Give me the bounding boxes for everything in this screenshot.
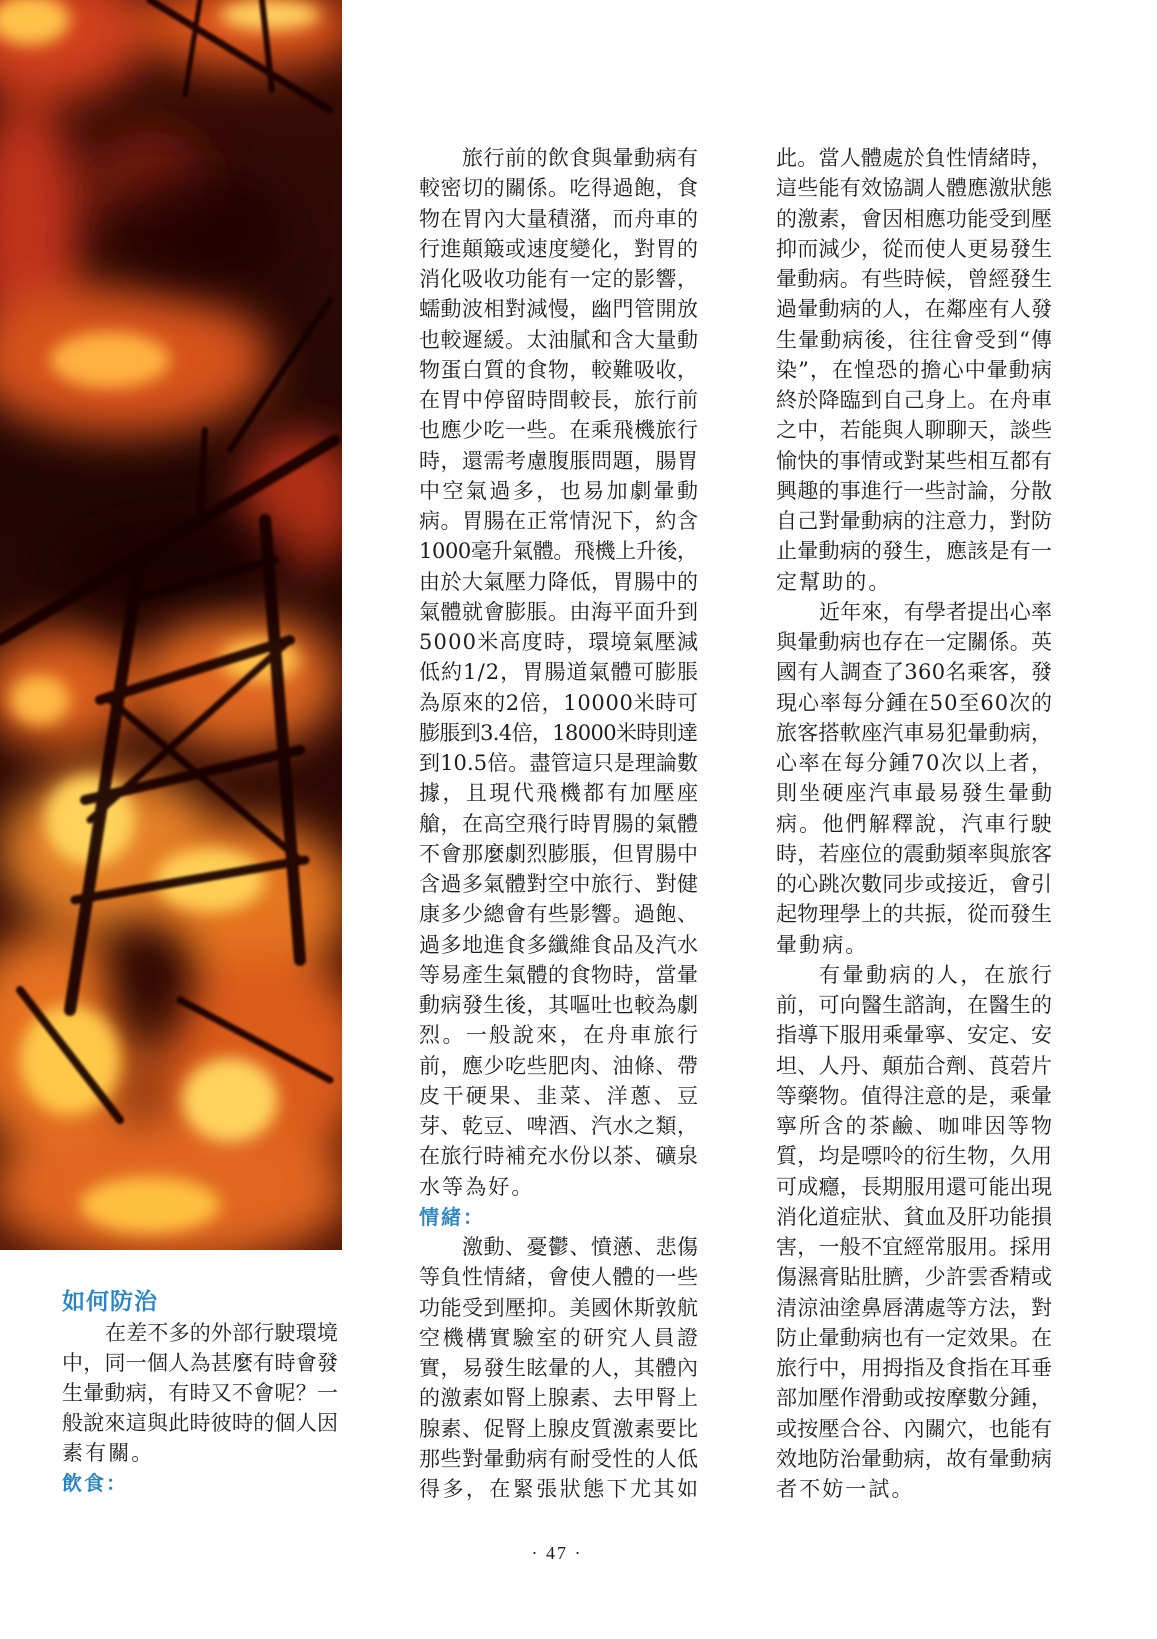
text-line: 烈。一般說來，在舟車旅行 [419, 1023, 701, 1048]
paragraph [419, 1232, 701, 1504]
section-subheading: 飲食： [62, 1471, 128, 1495]
text-line: 近年來，有學者提出心率 [819, 599, 1053, 624]
text-line: 時，還需考慮腹脹問題，腸胃 [419, 448, 699, 473]
text-line: 旅行前的飲食與暈動病有 [462, 146, 699, 170]
text-line: 暈動病。 [776, 932, 869, 957]
text-line: 部加壓作滑動或按摩數分鍾， [776, 1386, 1053, 1411]
text-line: 與暈動病也存在一定關係。英 [776, 630, 1053, 654]
text-line: 質，均是嘌呤的衍生物，久用 [776, 1144, 1053, 1169]
text-line: 動病發生後，其嘔吐也較為劇 [419, 993, 699, 1017]
text-line: 定幫助的。 [776, 569, 892, 594]
text-line: 者不妨一試。 [776, 1477, 915, 1501]
text-line: 實，易發生眩暈的人，其體內 [419, 1356, 699, 1380]
text-line: 低約1/2，胃腸道氣體可膨脹 [419, 660, 700, 685]
text-line: 5000米高度時，環境氣壓減 [419, 630, 700, 654]
text-line: 抑而減少，從而使人更易發生 [776, 236, 1053, 261]
text-line: 等易產生氣體的食物時，當暈 [419, 962, 699, 987]
text-line: 等藥物。值得注意的是，乘暈 [776, 1083, 1053, 1108]
paragraph [62, 1318, 338, 1468]
left-column [62, 1286, 338, 1498]
text-line: 病。胃腸在正常情況下，約含 [419, 509, 699, 533]
text-line: 物在胃內大量積潴，而舟車的 [419, 206, 699, 231]
text-line: 止暈動病的發生，應該是有一 [776, 539, 1053, 564]
text-line: 國有人調查了360名乘客，發 [776, 660, 1053, 685]
text-line: 為原來的2倍，10000米時可 [419, 690, 699, 715]
text-line: 腺素、促腎上腺皮質激素要比 [419, 1416, 699, 1441]
text-line: 則坐硬座汽車最易發生暈動 [776, 781, 1055, 806]
paragraph [776, 597, 1055, 960]
text-line: 病。他們解釋說，汽車行駛 [776, 811, 1055, 836]
text-line: 坦、人丹、顛茄合劑、莨菪片 [776, 1053, 1053, 1078]
left-column-text [62, 1318, 338, 1498]
text-line: 的激素，會因相應功能受到壓 [776, 206, 1053, 231]
text-line: 興趣的事進行一些討論，分散 [776, 478, 1053, 503]
text-line: 膨脹到3.4倍，18000米時則達 [419, 720, 698, 745]
middle-column [419, 143, 701, 1504]
text-line: 由於大氣壓力降低，胃腸中的 [419, 569, 699, 594]
section-subheading: 情緒： [419, 1204, 485, 1229]
right-column-text [776, 143, 1055, 1504]
fire-photo [0, 0, 342, 1250]
text-line: 防止暈動病也有一定效果。在 [776, 1325, 1053, 1350]
text-line: 蠕動波相對減慢，幽門管開放 [419, 297, 699, 322]
right-column [776, 143, 1055, 1504]
paragraph [776, 960, 1055, 1505]
text-line: 物蛋白質的食物，較難吸收， [419, 357, 699, 382]
text-line: 害，一般不宜經常服用。採用 [776, 1235, 1053, 1259]
text-line: 這些能有效協調人體應激狀態 [776, 176, 1053, 201]
text-line: 時，若座位的震動頻率與旅客 [776, 841, 1053, 866]
text-line: 水等為好。 [419, 1174, 535, 1199]
text-line: 氣體就會膨脹。由海平面升到 [419, 599, 699, 624]
middle-column-text [419, 143, 701, 1504]
text-line: 艙，在高空飛行時胃腸的氣體 [419, 811, 699, 836]
text-line: 前，應少吃些肥肉、油條、帶 [419, 1053, 699, 1078]
text-line: 據，且現代飛機都有加壓座 [419, 781, 701, 806]
text-line: 染”，在惶恐的擔心中暈動病 [776, 357, 1054, 382]
paragraph [419, 143, 701, 1202]
text-line: 般說來這與此時彼時的個人因 [62, 1411, 339, 1435]
text-line: 芽、乾豆、啤酒、汽水之類， [419, 1114, 699, 1138]
text-line: 可成癮，長期服用還可能出現 [776, 1174, 1053, 1199]
text-line: 中空氣過多，也易加劇暈動 [419, 478, 701, 503]
text-line: 那些對暈動病有耐受性的人低 [419, 1446, 699, 1471]
text-line: 等負性情緒，會使人體的一些 [419, 1265, 699, 1290]
text-line: 旅行中，用拇指及食指在耳垂 [776, 1356, 1053, 1380]
text-line: 空機構實驗室的研究人員證 [419, 1325, 701, 1350]
text-line: 消化吸收功能有一定的影響， [419, 267, 699, 291]
text-line: 自己對暈動病的注意力，對防 [776, 509, 1053, 533]
text-line: 得多，在緊張狀態下尤其如 [419, 1477, 701, 1501]
text-line: 清涼油塗鼻唇溝處等方法，對 [776, 1295, 1053, 1320]
text-line: 也應少吃一些。在乘飛機旅行 [419, 418, 699, 443]
text-line: 功能受到壓抑。美國休斯敦航 [419, 1295, 699, 1320]
text-line: 指導下服用乘暈寧、安定、安 [776, 1023, 1053, 1048]
text-line: 在胃中停留時間較長，旅行前 [419, 388, 699, 412]
text-line: 有暈動病的人，在旅行 [819, 962, 1055, 987]
text-line: 傷濕膏貼肚臍，少許雲香精或 [776, 1265, 1053, 1290]
text-line: 素有關。 [62, 1441, 155, 1465]
text-line: 的激素如腎上腺素、去甲腎上 [419, 1386, 699, 1411]
paragraph [776, 143, 1052, 597]
text-line: 暈動病。有些時候，曾經發生 [776, 267, 1053, 291]
text-line: 中，同一個人為甚麼有時會發 [62, 1351, 339, 1375]
text-line: 1000毫升氣體。飛機上升後， [419, 539, 698, 564]
text-line: 過暈動病的人，在鄰座有人發 [776, 297, 1053, 322]
text-line: 生暈動病，有時又不會呢？一 [62, 1381, 339, 1405]
text-line: 此。當人體處於負性情緒時， [776, 146, 1053, 170]
text-line: 激動、憂鬱、憤懣、悲傷 [462, 1235, 699, 1259]
text-line: 現心率每分鍾在50至60次的 [776, 690, 1053, 715]
page-number: · 47 · [531, 1543, 583, 1563]
text-line: 心率在每分鍾70次以上者， [776, 751, 1054, 775]
text-line: 寧所含的茶鹼、咖啡因等物 [776, 1114, 1055, 1138]
text-line: 皮干硬果、韭菜、洋蔥、豆 [419, 1083, 701, 1108]
text-line: 的心跳次數同步或接近，會引 [776, 872, 1053, 896]
text-line: 起物理學上的共振，從而發生 [776, 902, 1053, 927]
text-line: 或按壓合谷、內關穴，也能有 [776, 1416, 1053, 1441]
text-line: 也較遲緩。太油膩和含大量動 [419, 327, 699, 352]
text-line: 過多地進食多纖維食品及汽水 [419, 932, 699, 957]
text-line: 效地防治暈動病，故有暈動病 [776, 1446, 1053, 1471]
text-line: 行進顛簸或速度變化，對胃的 [419, 236, 699, 261]
text-line: 消化道症狀、貧血及肝功能損 [776, 1204, 1053, 1229]
text-line: 含過多氣體對空中旅行、對健 [419, 872, 699, 896]
text-line: 較密切的關係。吃得過飽，食 [419, 176, 699, 201]
text-line: 終於降臨到自己身上。在舟車 [776, 388, 1053, 412]
text-line: 不會那麼劇烈膨脹，但胃腸中 [419, 841, 699, 866]
text-line: 在旅行時補充水份以茶、礦泉 [419, 1144, 699, 1169]
text-line: 愉快的事情或對某些相互都有 [776, 448, 1053, 473]
section-heading: 如何防治 [62, 1288, 158, 1315]
text-line: 前，可向醫生諮詢，在醫生的 [776, 993, 1053, 1017]
text-line: 之中，若能與人聊聊天，談些 [776, 418, 1053, 443]
text-line: 到10.5倍。盡管這只是理論數 [419, 751, 699, 775]
text-line: 在差不多的外部行駛環境 [105, 1321, 339, 1345]
text-line: 康多少總會有些影響。過飽、 [419, 902, 699, 927]
text-line: 生暈動病後，往往會受到“傳 [776, 327, 1054, 352]
text-line: 旅客搭軟座汽車易犯暈動病， [776, 720, 1053, 745]
